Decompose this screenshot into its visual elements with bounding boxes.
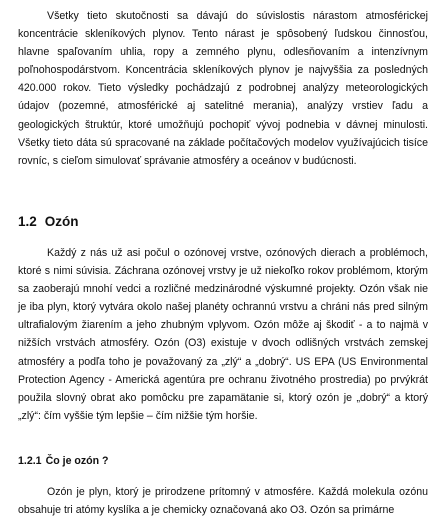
section-title: Ozón <box>44 214 79 229</box>
body-paragraph: Ozón je plyn, ktorý je prirodzene prítomný v atmosfére. Každá molekula ozónu obsahuje tri atómy kyslíka a je chemicky označovaná ako O3. Ozón sa primárne <box>18 486 428 517</box>
subsection-title: Čo je ozón ? <box>45 455 109 467</box>
subsection-number: 1.2.1 <box>18 455 42 467</box>
section-number: 1.2 <box>18 214 37 229</box>
body-paragraph: Všetky tieto skutočnosti sa dávajú do súvislostis nárastom atmosférickej koncentrácie skleníkových plynov. Tento nárast je spôsobený ľudskou činnosťou, hlavne spaľovaním uhlia, ropy a zemného plynu, odlesňovaním a intenzívnym poľnohospodárstvom. Koncentrácia skleníkových plynov je najvyššia za posledných 420.000 rokov. Tieto výsledky pochádzajú z podrobnej analýzy meteorologických údajov (pozemné, atmosférické aj satelitné merania), analýzy vrstiev ľadu a geologických štruktúr, ktoré umožňujú pochopiť vývoj podnebia v dávnej minulosti. Všetky tieto dáta sú spracované na základe počítačových modelov využívajúcich tisíce rovníc, s cieľom simulovať správanie atmosféry a oceánov v budúcnosti. <box>18 10 428 167</box>
body-paragraph: Každý z nás už asi počul o ozónovej vrstve, ozónových dierach a problémoch, ktoré s nimi súvisia. Záchrana ozónovej vrstvy je už niekoľko rokov problémom, ktorým sa zaoberajú mnohí vedci a rozličné medzinárodné výskumné projekty. Ozón však nie je iba plyn, ktorý vytvára okolo našej planéty ochrannú vrstvu a chráni nás pred silným ultrafialovým žiarením a jeho zhubným vplyvom. Ozón môže aj škodiť - a to najmä v nižších vrstvách atmosféry. Ozón (O3) existuje v dvoch odlišných vrstvách zemskej atmosféry a podľa toho je považovaný za „zlý“ a „dobrý“. US EPA (US Environmental Protection Agency - Americká agentúra pre ochranu životného prostredia) po prvýkrát použila slovný obrat ako pomôcku pre zapamätanie si, ktorý ozón je „dobrý“ a ktorý „zlý“: čím vyššie tým lepšie – čím nižšie tým horšie. <box>18 247 428 422</box>
section-heading <box>18 214 79 229</box>
subsection-heading <box>18 455 109 467</box>
